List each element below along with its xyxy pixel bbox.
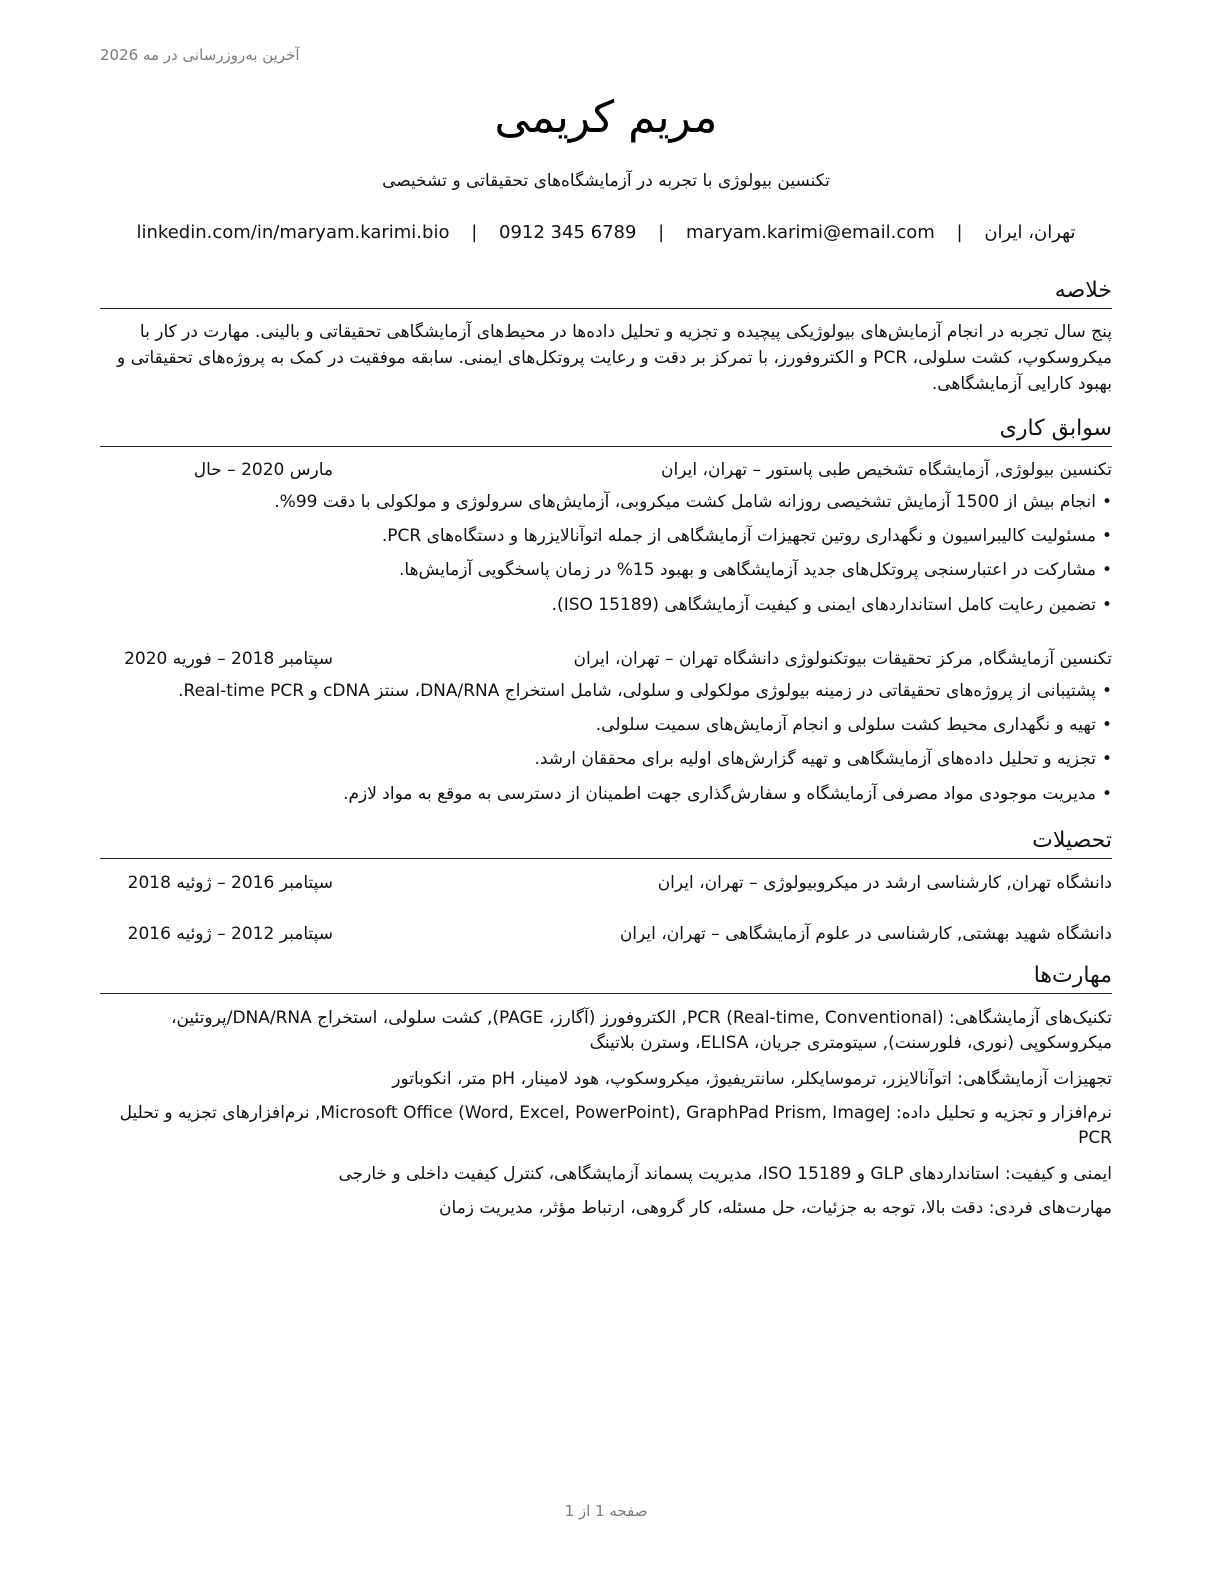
job-heading: تکنسین آزمایشگاه, مرکز تحقیقات بیوتکنولوژی دانشگاه تهران – تهران، ایران — [573, 649, 1112, 669]
contact-line — [100, 222, 1112, 243]
job-bullet: •انجام بیش از 1500 آزمایش تشخیصی روزانه شامل کشت میکروبی، آزمایش‌های سرولوژی و مولکولی با دقت 99%. — [274, 492, 1112, 512]
contact-phone[interactable]: 0912 345 6789 — [499, 222, 637, 243]
job-bullet: •پشتیبانی از پروژه‌های تحقیقاتی در زمینه بیولوژی مولکولی و سلولی، شامل استخراج DNA/RNA، سنتز cDNA و Real-time PCR. — [178, 681, 1112, 701]
section-title-summary: خلاصه — [100, 276, 1112, 309]
skill-line: مهارت‌های فردی: دقت بالا، توجه به جزئیات، حل مسئله، کار گروهی، ارتباط مؤثر، مدیریت زمان — [439, 1198, 1112, 1218]
summary-text: پنج سال تجربه در انجام آزمایش‌های بیولوژیکی پیچیده و تجزیه و تحلیل داده‌ها در محیط‌های آزمایشگاهی تحقیقاتی و بالینی. مهارت در کار با میکروسکوپ، کشت سلولی، PCR و الکتروفورز، با تمرکز بر دقت و رعایت پروتکل‌های ایمنی. سابقه موفقیت در کمک به پروژه‌های تحقیقاتی و بهبود کارایی آزمایشگاهی. — [116, 322, 1112, 394]
candidate-tagline: تکنسین بیولوژی با تجربه در آزمایشگاه‌های تحقیقاتی و تشخیصی — [382, 171, 830, 191]
job-bullet: •تهیه و نگهداری محیط کشت سلولی و انجام آزمایش‌های سمیت سلولی. — [595, 715, 1112, 735]
candidate-name: مریم کریمی — [494, 92, 718, 143]
section-title-skills: مهارت‌ها — [100, 961, 1112, 994]
skill-line: ایمنی و کیفیت: استانداردهای GLP و ISO 15189، مدیریت پسماند آزمایشگاهی، کنترل کیفیت داخلی و خارجی — [338, 1164, 1112, 1184]
page-number: صفحه 1 از 1 — [564, 1502, 648, 1520]
education-item — [100, 921, 1112, 947]
section-title-education: تحصیلات — [100, 826, 1112, 859]
job-bullet: •مشارکت در اعتبارسنجی پروتکل‌های جدید آزمایشگاهی و بهبود 15% در زمان پاسخگویی آزمایش‌ها. — [399, 560, 1112, 580]
job-dates: سپتامبر 2018 – فوریه 2020 — [124, 649, 333, 669]
section-title-experience: سوابق کاری — [100, 414, 1112, 447]
skill-line: تکنیک‌های آزمایشگاهی: PCR (Real-time, Conventional), الکتروفورز (آگارز، PAGE), کشت سلولی، استخراج DNA/RNA/پروتئین، میکروسکوپی (نوری، فلورسنت), سیتومتری جریان، ELISA، وسترن بلاتینگ — [170, 1008, 1112, 1053]
job-bullet: •مدیریت موجودی مواد مصرفی آزمایشگاه و سفارش‌گذاری جهت اطمینان از دسترسی به موقع به مواد لازم. — [343, 784, 1112, 804]
education-dates: سپتامبر 2016 – ژوئیه 2018 — [127, 873, 333, 893]
last-updated-note: آخرین به‌روزرسانی در مه 2026 — [100, 46, 300, 64]
resume-page — [100, 0, 1112, 1584]
job-heading: تکنسین بیولوژی, آزمایشگاه تشخیص طبی پاستور – تهران، ایران — [661, 460, 1112, 480]
contact-email[interactable]: maryam.karimi@email.com — [685, 222, 935, 243]
job-bullet: •تضمین رعایت کامل استانداردهای ایمنی و کیفیت آزمایشگاهی (ISO 15189). — [551, 595, 1112, 615]
contact-separator: | — [658, 222, 665, 243]
contact-location: تهران، ایران — [984, 222, 1076, 243]
contact-linkedin[interactable]: linkedin.com/in/maryam.karimi.bio — [136, 222, 450, 243]
skill-line: تجهیزات آزمایشگاهی: اتوآنالایزر، ترموسایکلر، سانتریفیوژ، میکروسکوپ، هود لامینار، pH متر، انکوباتور — [392, 1069, 1112, 1089]
job-bullet: •تجزیه و تحلیل داده‌های آزمایشگاهی و تهیه گزارش‌های اولیه برای محققان ارشد. — [534, 749, 1112, 769]
education-heading: دانشگاه تهران, کارشناسی ارشد در میکروبیولوژی – تهران، ایران — [657, 873, 1112, 893]
contact-separator: | — [471, 222, 478, 243]
job-header — [100, 646, 1112, 672]
skill-line: نرم‌افزار و تجزیه و تحلیل داده: Microsoft Office (Word, Excel, PowerPoint), GraphPad Prism, ImageJ, نرم‌افزارهای تجزیه و تحلیل PCR — [119, 1103, 1112, 1148]
job-dates: مارس 2020 – حال — [193, 460, 333, 480]
job-header — [100, 457, 1112, 483]
job-bullet: •مسئولیت کالیبراسیون و نگهداری روتین تجهیزات آزمایشگاهی از جمله اتوآنالایزرها و دستگاه‌های PCR. — [381, 526, 1112, 546]
education-heading: دانشگاه شهید بهشتی, کارشناسی در علوم آزمایشگاهی – تهران، ایران — [619, 924, 1112, 944]
education-item — [100, 870, 1112, 896]
contact-separator: | — [956, 222, 963, 243]
education-dates: سپتامبر 2012 – ژوئیه 2016 — [127, 924, 333, 944]
